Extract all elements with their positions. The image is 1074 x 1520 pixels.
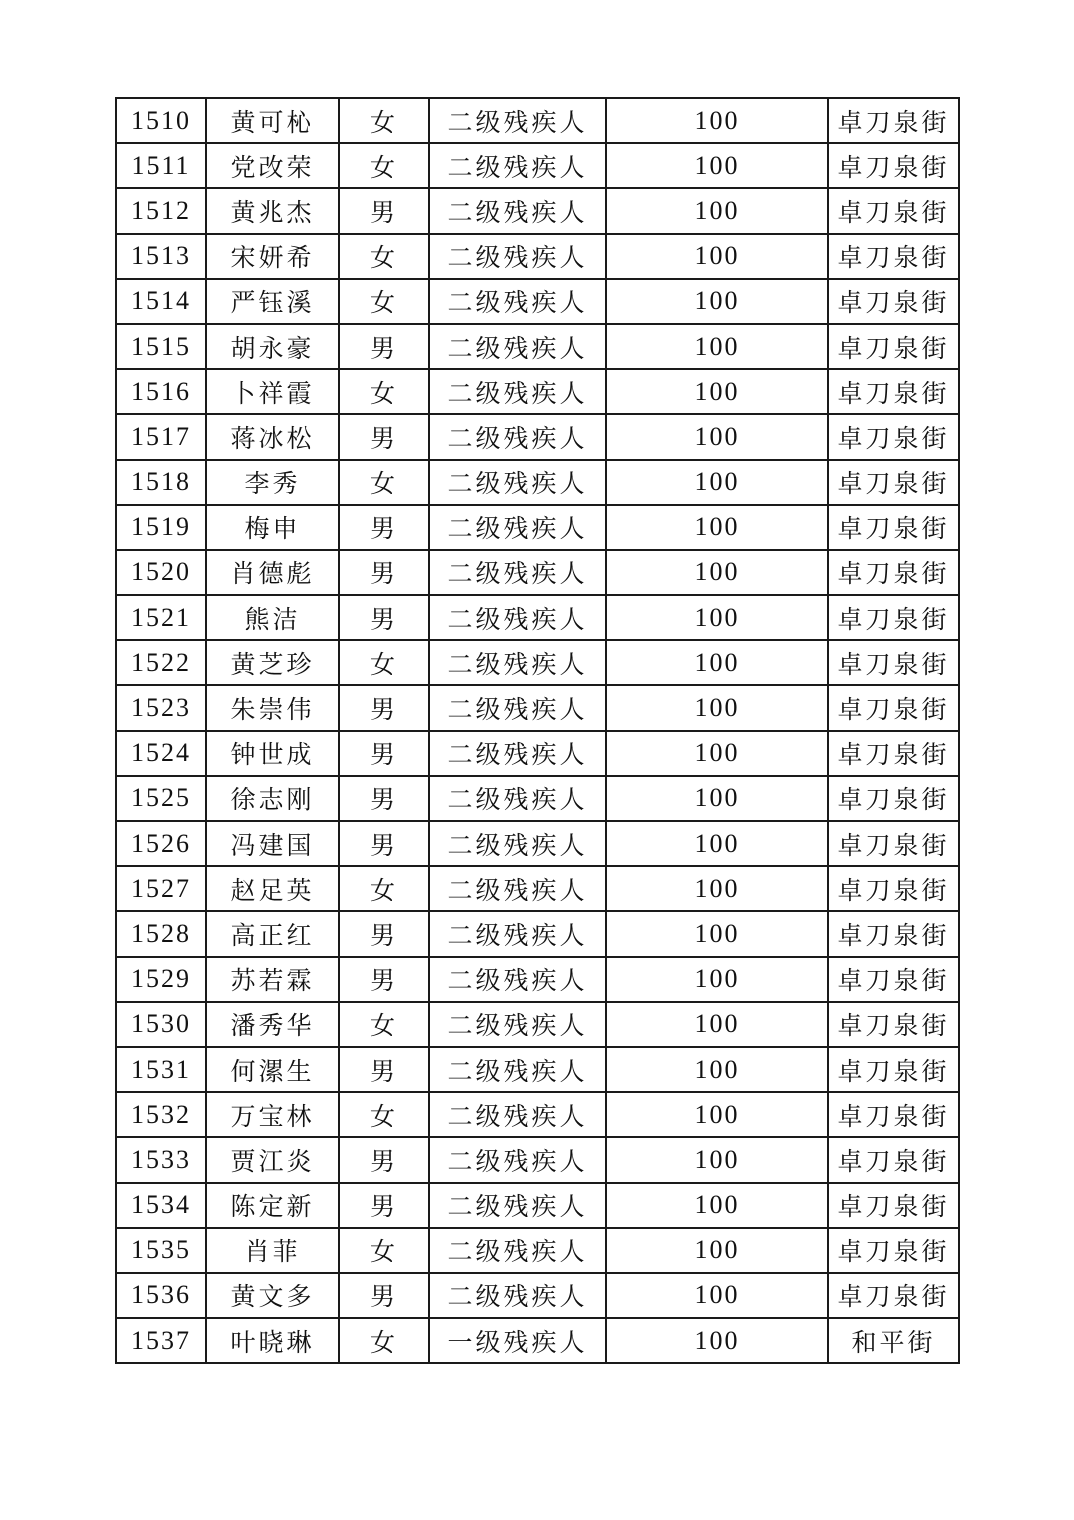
street-cell: 卓刀泉街 xyxy=(828,234,959,279)
name-cell: 陈定新 xyxy=(206,1183,339,1228)
gender-cell: 女 xyxy=(339,143,429,188)
amount-cell: 100 xyxy=(606,731,828,776)
serial-number-cell: 1520 xyxy=(116,550,206,595)
serial-number-cell: 1511 xyxy=(116,143,206,188)
disability-category-cell: 二级残疾人 xyxy=(429,143,606,188)
street-cell: 卓刀泉街 xyxy=(828,957,959,1002)
disability-category-cell: 二级残疾人 xyxy=(429,1002,606,1047)
amount-cell: 100 xyxy=(606,460,828,505)
serial-number-cell: 1515 xyxy=(116,324,206,369)
street-cell: 卓刀泉街 xyxy=(828,911,959,956)
amount-cell: 100 xyxy=(606,279,828,324)
gender-cell: 男 xyxy=(339,188,429,233)
table-row xyxy=(116,369,959,414)
table-row xyxy=(116,957,959,1002)
disability-category-cell: 二级残疾人 xyxy=(429,1183,606,1228)
serial-number-cell: 1519 xyxy=(116,505,206,550)
name-cell: 肖德彪 xyxy=(206,550,339,595)
street-cell: 卓刀泉街 xyxy=(828,1183,959,1228)
disability-category-cell: 二级残疾人 xyxy=(429,731,606,776)
street-cell: 卓刀泉街 xyxy=(828,1228,959,1273)
gender-cell: 男 xyxy=(339,1137,429,1182)
disability-category-cell: 二级残疾人 xyxy=(429,1228,606,1273)
amount-cell: 100 xyxy=(606,234,828,279)
disability-category-cell: 二级残疾人 xyxy=(429,414,606,459)
street-cell: 卓刀泉街 xyxy=(828,414,959,459)
table-row xyxy=(116,143,959,188)
table-row xyxy=(116,685,959,730)
disability-category-cell: 一级残疾人 xyxy=(429,1318,606,1363)
serial-number-cell: 1525 xyxy=(116,776,206,821)
street-cell: 卓刀泉街 xyxy=(828,1002,959,1047)
amount-cell: 100 xyxy=(606,1318,828,1363)
street-cell: 卓刀泉街 xyxy=(828,595,959,640)
disability-category-cell: 二级残疾人 xyxy=(429,188,606,233)
name-cell: 宋妍希 xyxy=(206,234,339,279)
street-cell: 卓刀泉街 xyxy=(828,640,959,685)
street-cell: 卓刀泉街 xyxy=(828,776,959,821)
disability-category-cell: 二级残疾人 xyxy=(429,1047,606,1092)
gender-cell: 男 xyxy=(339,1273,429,1318)
name-cell: 熊洁 xyxy=(206,595,339,640)
gender-cell: 女 xyxy=(339,1228,429,1273)
disability-category-cell: 二级残疾人 xyxy=(429,234,606,279)
roster-table-body xyxy=(116,98,959,1363)
table-row xyxy=(116,414,959,459)
disability-category-cell: 二级残疾人 xyxy=(429,505,606,550)
gender-cell: 男 xyxy=(339,414,429,459)
name-cell: 李秀 xyxy=(206,460,339,505)
gender-cell: 女 xyxy=(339,234,429,279)
name-cell: 叶晓琳 xyxy=(206,1318,339,1363)
gender-cell: 女 xyxy=(339,279,429,324)
disability-category-cell: 二级残疾人 xyxy=(429,911,606,956)
serial-number-cell: 1536 xyxy=(116,1273,206,1318)
amount-cell: 100 xyxy=(606,414,828,459)
table-row xyxy=(116,1273,959,1318)
serial-number-cell: 1526 xyxy=(116,821,206,866)
disability-category-cell: 二级残疾人 xyxy=(429,821,606,866)
name-cell: 黄芝珍 xyxy=(206,640,339,685)
table-row xyxy=(116,505,959,550)
gender-cell: 男 xyxy=(339,1047,429,1092)
table-row xyxy=(116,776,959,821)
amount-cell: 100 xyxy=(606,1047,828,1092)
gender-cell: 女 xyxy=(339,1318,429,1363)
serial-number-cell: 1518 xyxy=(116,460,206,505)
street-cell: 卓刀泉街 xyxy=(828,188,959,233)
gender-cell: 男 xyxy=(339,685,429,730)
table-row xyxy=(116,731,959,776)
serial-number-cell: 1516 xyxy=(116,369,206,414)
gender-cell: 男 xyxy=(339,776,429,821)
gender-cell: 女 xyxy=(339,98,429,143)
name-cell: 梅申 xyxy=(206,505,339,550)
disability-category-cell: 二级残疾人 xyxy=(429,324,606,369)
gender-cell: 女 xyxy=(339,1092,429,1137)
disability-category-cell: 二级残疾人 xyxy=(429,1273,606,1318)
name-cell: 钟世成 xyxy=(206,731,339,776)
disability-category-cell: 二级残疾人 xyxy=(429,279,606,324)
disability-category-cell: 二级残疾人 xyxy=(429,460,606,505)
street-cell: 卓刀泉街 xyxy=(828,685,959,730)
serial-number-cell: 1537 xyxy=(116,1318,206,1363)
table-row xyxy=(116,188,959,233)
table-row xyxy=(116,460,959,505)
name-cell: 徐志刚 xyxy=(206,776,339,821)
street-cell: 卓刀泉街 xyxy=(828,821,959,866)
street-cell: 卓刀泉街 xyxy=(828,324,959,369)
name-cell: 卜祥霞 xyxy=(206,369,339,414)
amount-cell: 100 xyxy=(606,188,828,233)
amount-cell: 100 xyxy=(606,957,828,1002)
gender-cell: 男 xyxy=(339,821,429,866)
disability-category-cell: 二级残疾人 xyxy=(429,369,606,414)
table-row xyxy=(116,1228,959,1273)
serial-number-cell: 1521 xyxy=(116,595,206,640)
gender-cell: 男 xyxy=(339,324,429,369)
street-cell: 卓刀泉街 xyxy=(828,1092,959,1137)
name-cell: 万宝林 xyxy=(206,1092,339,1137)
disability-category-cell: 二级残疾人 xyxy=(429,595,606,640)
gender-cell: 男 xyxy=(339,957,429,1002)
name-cell: 何漯生 xyxy=(206,1047,339,1092)
amount-cell: 100 xyxy=(606,866,828,911)
amount-cell: 100 xyxy=(606,550,828,595)
name-cell: 朱崇伟 xyxy=(206,685,339,730)
gender-cell: 男 xyxy=(339,550,429,595)
name-cell: 肖菲 xyxy=(206,1228,339,1273)
serial-number-cell: 1531 xyxy=(116,1047,206,1092)
name-cell: 冯建国 xyxy=(206,821,339,866)
street-cell: 卓刀泉街 xyxy=(828,98,959,143)
gender-cell: 女 xyxy=(339,369,429,414)
name-cell: 黄文多 xyxy=(206,1273,339,1318)
street-cell: 卓刀泉街 xyxy=(828,731,959,776)
street-cell: 卓刀泉街 xyxy=(828,279,959,324)
amount-cell: 100 xyxy=(606,685,828,730)
serial-number-cell: 1529 xyxy=(116,957,206,1002)
name-cell: 蒋冰松 xyxy=(206,414,339,459)
gender-cell: 男 xyxy=(339,1183,429,1228)
name-cell: 贾江炎 xyxy=(206,1137,339,1182)
serial-number-cell: 1514 xyxy=(116,279,206,324)
table-row xyxy=(116,595,959,640)
street-cell: 卓刀泉街 xyxy=(828,550,959,595)
gender-cell: 女 xyxy=(339,866,429,911)
table-row xyxy=(116,550,959,595)
disability-category-cell: 二级残疾人 xyxy=(429,776,606,821)
table-row xyxy=(116,1092,959,1137)
table-row xyxy=(116,98,959,143)
amount-cell: 100 xyxy=(606,1228,828,1273)
amount-cell: 100 xyxy=(606,505,828,550)
disability-category-cell: 二级残疾人 xyxy=(429,957,606,1002)
serial-number-cell: 1522 xyxy=(116,640,206,685)
amount-cell: 100 xyxy=(606,1137,828,1182)
amount-cell: 100 xyxy=(606,1273,828,1318)
name-cell: 严钰溪 xyxy=(206,279,339,324)
serial-number-cell: 1528 xyxy=(116,911,206,956)
gender-cell: 女 xyxy=(339,460,429,505)
street-cell: 卓刀泉街 xyxy=(828,369,959,414)
amount-cell: 100 xyxy=(606,98,828,143)
amount-cell: 100 xyxy=(606,640,828,685)
name-cell: 潘秀华 xyxy=(206,1002,339,1047)
serial-number-cell: 1523 xyxy=(116,685,206,730)
table-row xyxy=(116,640,959,685)
disability-category-cell: 二级残疾人 xyxy=(429,1092,606,1137)
gender-cell: 女 xyxy=(339,1002,429,1047)
amount-cell: 100 xyxy=(606,1183,828,1228)
amount-cell: 100 xyxy=(606,369,828,414)
disability-category-cell: 二级残疾人 xyxy=(429,98,606,143)
serial-number-cell: 1517 xyxy=(116,414,206,459)
table-row xyxy=(116,324,959,369)
amount-cell: 100 xyxy=(606,1092,828,1137)
street-cell: 卓刀泉街 xyxy=(828,866,959,911)
street-cell: 卓刀泉街 xyxy=(828,143,959,188)
disability-category-cell: 二级残疾人 xyxy=(429,866,606,911)
name-cell: 高正红 xyxy=(206,911,339,956)
disability-category-cell: 二级残疾人 xyxy=(429,550,606,595)
street-cell: 卓刀泉街 xyxy=(828,1137,959,1182)
serial-number-cell: 1534 xyxy=(116,1183,206,1228)
table-row xyxy=(116,279,959,324)
serial-number-cell: 1510 xyxy=(116,98,206,143)
table-row xyxy=(116,234,959,279)
gender-cell: 男 xyxy=(339,595,429,640)
serial-number-cell: 1524 xyxy=(116,731,206,776)
amount-cell: 100 xyxy=(606,1002,828,1047)
street-cell: 卓刀泉街 xyxy=(828,1273,959,1318)
amount-cell: 100 xyxy=(606,911,828,956)
table-row xyxy=(116,1137,959,1182)
serial-number-cell: 1532 xyxy=(116,1092,206,1137)
street-cell: 卓刀泉街 xyxy=(828,505,959,550)
name-cell: 黄兆杰 xyxy=(206,188,339,233)
amount-cell: 100 xyxy=(606,143,828,188)
serial-number-cell: 1513 xyxy=(116,234,206,279)
table-row xyxy=(116,1002,959,1047)
serial-number-cell: 1512 xyxy=(116,188,206,233)
table-row xyxy=(116,911,959,956)
serial-number-cell: 1527 xyxy=(116,866,206,911)
table-row xyxy=(116,1318,959,1363)
serial-number-cell: 1535 xyxy=(116,1228,206,1273)
street-cell: 卓刀泉街 xyxy=(828,1047,959,1092)
table-row xyxy=(116,1047,959,1092)
name-cell: 赵足英 xyxy=(206,866,339,911)
street-cell: 和平街 xyxy=(828,1318,959,1363)
table-row xyxy=(116,821,959,866)
disability-category-cell: 二级残疾人 xyxy=(429,685,606,730)
amount-cell: 100 xyxy=(606,324,828,369)
street-cell: 卓刀泉街 xyxy=(828,460,959,505)
disability-category-cell: 二级残疾人 xyxy=(429,1137,606,1182)
gender-cell: 男 xyxy=(339,505,429,550)
serial-number-cell: 1530 xyxy=(116,1002,206,1047)
table-row xyxy=(116,1183,959,1228)
amount-cell: 100 xyxy=(606,776,828,821)
table-row xyxy=(116,866,959,911)
name-cell: 党改荣 xyxy=(206,143,339,188)
name-cell: 苏若霖 xyxy=(206,957,339,1002)
name-cell: 胡永豪 xyxy=(206,324,339,369)
amount-cell: 100 xyxy=(606,821,828,866)
roster-table xyxy=(115,97,960,1364)
serial-number-cell: 1533 xyxy=(116,1137,206,1182)
disability-category-cell: 二级残疾人 xyxy=(429,640,606,685)
amount-cell: 100 xyxy=(606,595,828,640)
gender-cell: 女 xyxy=(339,640,429,685)
gender-cell: 男 xyxy=(339,911,429,956)
gender-cell: 男 xyxy=(339,731,429,776)
name-cell: 黄可杺 xyxy=(206,98,339,143)
